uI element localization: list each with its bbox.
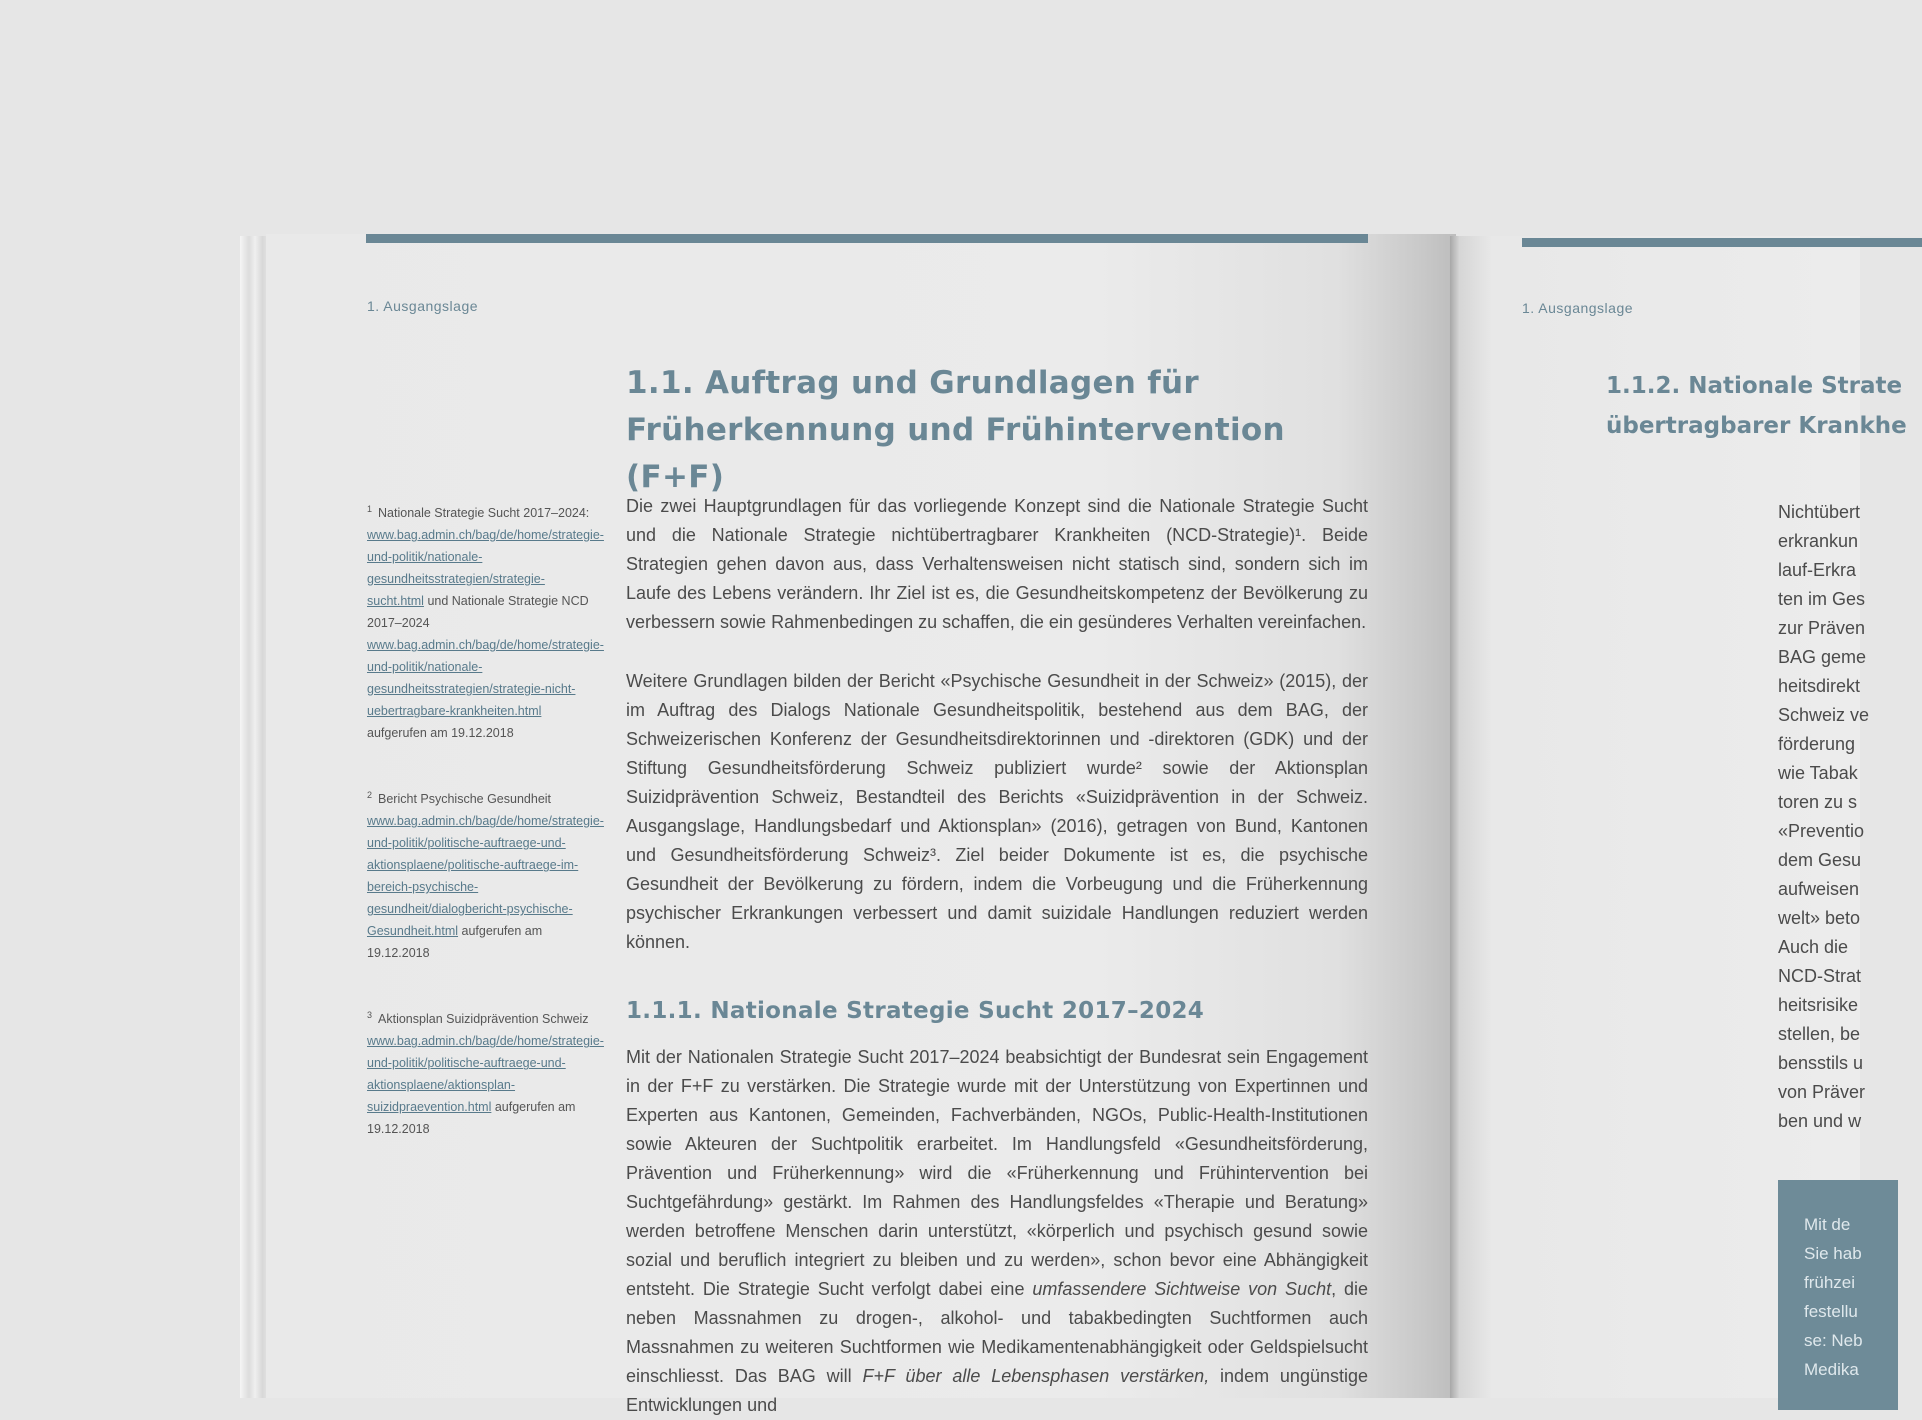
body-paragraph-1: Die zwei Hauptgrundlagen für das vorliegende Konzept sind die Nationale Strategie Sucht und die Nationale Strategie nichtübertragbarer Krankheiten (NCD-Strategie)¹. Beide Strategien gehen davon aus, dass Verhaltensweisen nicht statisch sind, sondern sich im Laufe des Lebens verändern. Ihr Ziel ist es, die Gesundheitskompetenz der Bevölkerung zu verbessern sowie Rahmenbedingen zu schaffen, die ein gesünderes Verhalten vereinfachen. bbox=[626, 496, 1368, 632]
body-line: welt» beto bbox=[1778, 908, 1861, 928]
body-line: heitsrisike bbox=[1778, 995, 1859, 1015]
body-line: stellen, be bbox=[1778, 1024, 1861, 1044]
info-box bbox=[1778, 1180, 1898, 1410]
box-line: Medika bbox=[1804, 1360, 1859, 1379]
body-line: erkrankun bbox=[1778, 531, 1859, 551]
body-line: zur Präven bbox=[1778, 618, 1866, 638]
body-text-cropped bbox=[1778, 498, 1898, 1136]
body-paragraph-2: Weitere Grundlagen bilden der Bericht «Psychische Gesundheit in der Schweiz» (2015), der im Auftrag des Dialogs Nationale Gesundheitspolitik, bestehend aus dem BAG, der Schweizerischen Konferenz der Gesundheitsdirektorinnen und -direktoren (GDK) und der Stiftung Gesundheitsförderung Schweiz publiziert wurde² sowie der Aktionsplan Suizidprävention Schweiz, Bestandteil des Berichts «Suizidprävention in der Schweiz. Ausgangslage, Handlungsbedarf und Aktionsplan» (2016), getragen von Bund, Kantonen und Gesundheitsförderung Schweiz³. Ziel beider Dokumente ist es, die psychische Gesundheit der Bevölkerung zu fördern, indem die Vorbeugung und die Früherkennung psychischer Erkrankungen verbessert und damit suizidale Handlungen reduziert werden können. bbox=[626, 671, 1368, 952]
top-accent-bar bbox=[1522, 238, 1922, 247]
running-head: 1. Ausgangslage bbox=[1522, 300, 1634, 316]
running-head: 1. Ausgangslage bbox=[367, 298, 479, 314]
body-line: dem Gesu bbox=[1778, 850, 1862, 870]
footnote-2: $^2$ Bericht Psychische Gesundheit www.bag.admin.ch/bag/de/home/strategie-und-politik/politische-auftraege-und-aktionsplaene/politische-auftraege-im-bereich-psychische-gesundheit/dialogbericht-psychische-Gesundheit.html aufgerufen am 19.12.2018 bbox=[367, 790, 604, 961]
subsection-heading: 1.1.1. Nationale Strategie Sucht 2017–2024 bbox=[626, 998, 1205, 1024]
info-box-text bbox=[1804, 1210, 1863, 1384]
footnote-link[interactable]: www.bag.admin.ch/bag/de/home/strategie-und-politik/nationale-gesundheitsstrategien/strategie-nicht-uebertragbare-krankheiten.html bbox=[367, 638, 604, 719]
box-line: festellu bbox=[1804, 1302, 1858, 1321]
body-line: aufweisen bbox=[1778, 879, 1860, 899]
footnote-link[interactable]: www.bag.admin.ch/bag/de/home/strategie-und-politik/politische-auftraege-und-aktionsplaene/aktionsplan-suizidpraevention.html bbox=[367, 1034, 604, 1115]
body-line: «Preventio bbox=[1778, 821, 1865, 841]
body-line: lauf-Erkra bbox=[1778, 560, 1857, 580]
body-line: förderung bbox=[1778, 734, 1856, 754]
box-line: Sie hab bbox=[1804, 1244, 1862, 1263]
section-heading: 1.1. Auftrag und Grundlagen für Früherkennung und Frühintervention (F+F) bbox=[626, 365, 1285, 495]
footnotes-column bbox=[367, 498, 604, 1180]
footnote-3: $^3$ Aktionsplan Suizidprävention Schweiz www.bag.admin.ch/bag/de/home/strategie-und-politik/politische-auftraege-und-aktionsplaene/aktionsplan-suizidpraevention.html aufgerufen am 19.12.2018 bbox=[367, 1010, 604, 1137]
footnote-1: $^1$ Nationale Strategie Sucht 2017–2024: www.bag.admin.ch/bag/de/home/strategie-und-politik/nationale-gesundheitsstrategien/strategie-sucht.html und Nationale Strategie NCD 2017–2024 www.bag.admin.ch/bag/de/home/strategie-und-politik/nationale-gesundheitsstrategien/strategie-nicht-uebertragbare-krankheiten.html aufgerufen am 19.12.2018 bbox=[367, 504, 604, 741]
body-paragraph-3: Mit der Nationalen Strategie Sucht 2017–2024 beabsichtigt der Bundesrat sein Engagement in der F+F zu verstärken. Die Strategie wurde mit der Unterstützung von Expertinnen und Experten aus Kantonen, Gemeinden, Fachverbänden, NGOs, Public-Health-Institutionen sowie Akteuren der Suchtpolitik erarbeitet. Im Handlungsfeld «Gesundheitsförderung, Prävention und Früherkennung» wird die «Früherkennung und Frühintervention bei Suchtgefährdung» gestärkt. Im Rahmen des Handlungsfeldes «Therapie und Beratung» werden betroffene Menschen darin unterstützt, «körperlich und psychisch gesund sowie sozial und beruflich integriert zu bleiben und zu werden», schon bevor eine Abhängigkeit entsteht. Die Strategie Sucht verfolgt dabei eine umfassendere Sichtweise von Sucht, die neben Massnahmen zu drogen-, alkohol- und tabakbedingten Suchtformen auch Massnahmen zu weiteren Suchtformen wie Medikamentenabhängigkeit oder Geldspielsucht einschliesst. Das BAG will F+F über alle Lebensphasen verstärken, indem ungünstige Entwicklungen und bbox=[626, 1047, 1368, 1415]
body-line: heitsdirekt bbox=[1778, 676, 1861, 696]
box-line: frühzei bbox=[1804, 1273, 1856, 1292]
body-line: Auch die bbox=[1778, 937, 1849, 957]
body-line: wie Tabak bbox=[1778, 763, 1858, 783]
body-line: ben und w bbox=[1778, 1111, 1862, 1131]
body-line: toren zu s bbox=[1778, 792, 1858, 812]
section-heading: 1.1.2. Nationale Strate übertragbarer Krankhe bbox=[1606, 373, 1907, 439]
body-line: Nichtübert bbox=[1778, 502, 1861, 522]
right-page bbox=[1460, 236, 1907, 1398]
box-line: Mit de bbox=[1804, 1215, 1851, 1234]
book-gutter bbox=[1450, 236, 1460, 1398]
body-line: bensstils u bbox=[1778, 1053, 1864, 1073]
body-line: NCD-Strat bbox=[1778, 966, 1862, 986]
left-page bbox=[266, 234, 1456, 1415]
body-line: Schweiz ve bbox=[1778, 705, 1870, 725]
top-accent-bar bbox=[366, 234, 1368, 243]
body-line: ten im Ges bbox=[1778, 589, 1866, 609]
body-line: von Präver bbox=[1778, 1082, 1866, 1102]
box-line: se: Neb bbox=[1804, 1331, 1863, 1350]
footnote-link[interactable]: www.bag.admin.ch/bag/de/home/strategie-und-politik/politische-auftraege-und-aktionsplaene/politische-auftraege-im-bereich-psychische-gesundheit/dialogbericht-psychische-Gesundheit.html bbox=[367, 814, 604, 939]
body-line: BAG geme bbox=[1778, 647, 1867, 667]
footnote-link[interactable]: www.bag.admin.ch/bag/de/home/strategie-und-politik/nationale-gesundheitsstrategien/strategie-sucht.html bbox=[367, 528, 604, 609]
